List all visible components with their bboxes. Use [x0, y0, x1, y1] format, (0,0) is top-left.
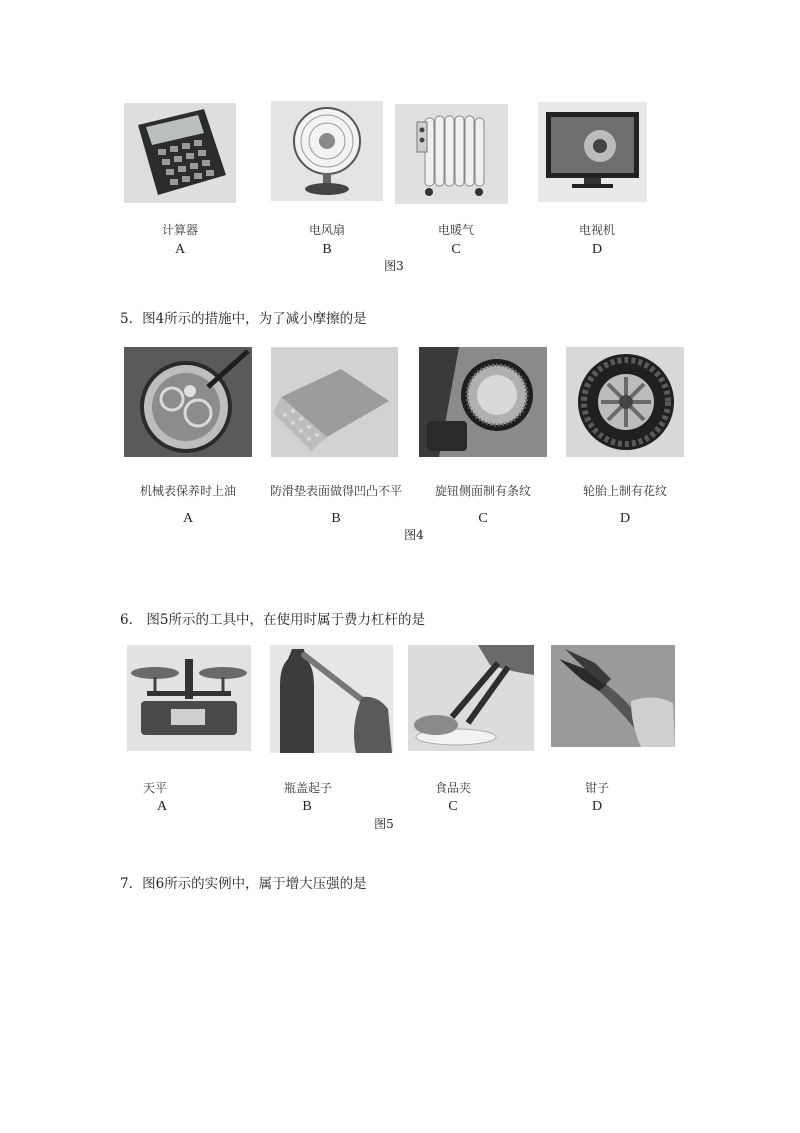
option-label: 电视机 [578, 223, 615, 237]
option-label: 电暖气 [437, 223, 474, 237]
food-tongs-icon [408, 645, 534, 751]
option-label: 天平 [142, 781, 167, 795]
option-letter: C [451, 242, 461, 257]
option-label: 电风扇 [308, 223, 345, 237]
question-7-text: 7．图6所示的实例中，属于增大压强的是 [120, 876, 367, 892]
watch-oiling-icon [124, 347, 252, 457]
option-letter: C [478, 511, 488, 526]
question-6-text: 6． 图5所示的工具中，在使用时属于费力杠杆的是 [120, 612, 425, 628]
option-label: 瓶盖起子 [283, 781, 332, 795]
heater-icon [395, 104, 508, 204]
option-letter: A [182, 511, 194, 526]
anti-slip-mat-icon [271, 347, 398, 457]
option-label: 旋钮侧面制有条纹 [434, 484, 531, 498]
bottle-opener-icon [270, 645, 393, 753]
calculator-icon [124, 103, 236, 203]
option-label: 钳子 [584, 781, 609, 795]
option-label: 计算器 [161, 223, 198, 237]
option-letter: B [322, 242, 332, 257]
question-5-text: 5．图4所示的措施中，为了减小摩擦的是 [120, 311, 367, 327]
figure-caption: 图5 [374, 817, 394, 831]
option-label: 轮胎上制有花纹 [582, 484, 667, 498]
television-icon [538, 102, 647, 202]
option-letter: D [591, 242, 603, 257]
pliers-icon [551, 645, 675, 747]
knob-icon [419, 347, 547, 457]
balance-scale-icon [127, 645, 251, 751]
tire-icon [566, 347, 684, 457]
option-label: 防滑垫表面做得凹凸不平 [269, 484, 402, 498]
option-letter: C [448, 799, 458, 814]
figure-caption: 图4 [404, 528, 424, 542]
figure-caption: 图3 [384, 259, 404, 273]
option-letter: B [302, 799, 312, 814]
option-letter: B [331, 511, 341, 526]
option-letter: D [591, 799, 603, 814]
option-label: 机械表保养时上油 [139, 484, 236, 498]
option-letter: A [156, 799, 168, 814]
option-letter: D [619, 511, 631, 526]
electric-fan-icon [271, 101, 383, 201]
option-letter: A [174, 242, 186, 257]
option-label: 食品夹 [434, 781, 471, 795]
